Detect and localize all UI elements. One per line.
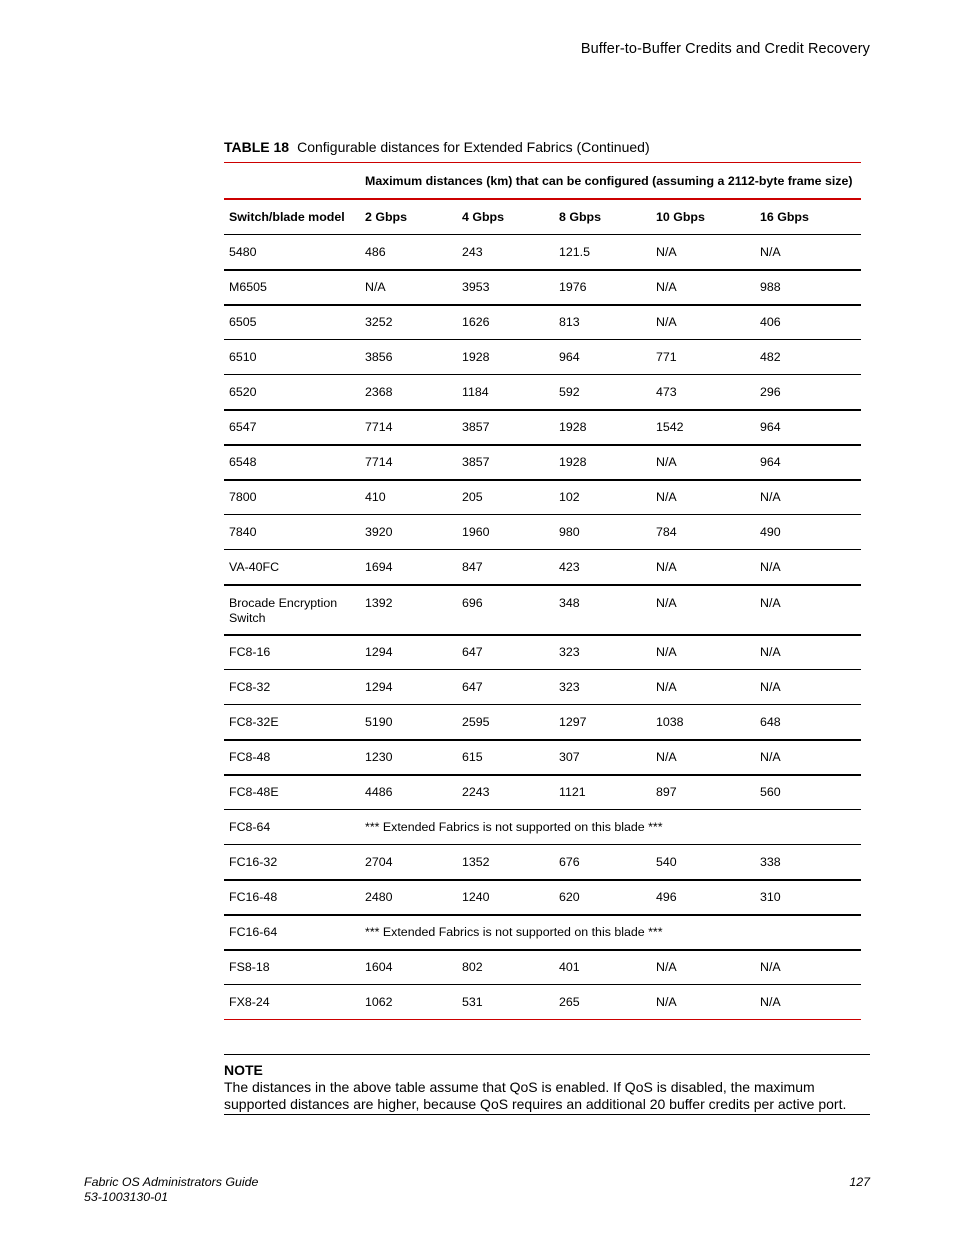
value-cell: 338 <box>755 845 861 880</box>
value-cell: 496 <box>651 880 755 915</box>
value-cell: 296 <box>755 375 861 410</box>
table-row <box>224 480 861 515</box>
value-cell: N/A <box>651 305 755 340</box>
value-cell: N/A <box>755 585 861 635</box>
table-row <box>224 950 861 985</box>
table-row <box>224 810 861 845</box>
table-row <box>224 740 861 775</box>
value-cell: N/A <box>651 235 755 270</box>
value-cell: 615 <box>457 740 554 775</box>
table-caption-label: TABLE 18 <box>224 139 290 155</box>
distances-table <box>224 162 861 1020</box>
model-cell: 6548 <box>224 445 360 480</box>
table-row <box>224 340 861 375</box>
value-cell: N/A <box>755 985 861 1020</box>
column-header: 8 Gbps <box>554 199 651 235</box>
value-cell: 1976 <box>554 270 651 305</box>
value-cell: 648 <box>755 705 861 740</box>
value-cell: N/A <box>755 740 861 775</box>
value-cell: 2368 <box>360 375 457 410</box>
value-cell: 401 <box>554 950 651 985</box>
value-cell: 531 <box>457 985 554 1020</box>
unsupported-note-cell: *** Extended Fabrics is not supported on this blade *** <box>360 810 861 845</box>
value-cell: N/A <box>651 270 755 305</box>
table-row <box>224 235 861 270</box>
value-cell: 423 <box>554 550 651 585</box>
value-cell: 1038 <box>651 705 755 740</box>
value-cell: 1928 <box>554 410 651 445</box>
value-cell: 486 <box>360 235 457 270</box>
value-cell: N/A <box>755 235 861 270</box>
model-cell: FC8-32 <box>224 670 360 705</box>
model-cell: FC8-64 <box>224 810 360 845</box>
model-cell: FC16-32 <box>224 845 360 880</box>
value-cell: 482 <box>755 340 861 375</box>
value-cell: 813 <box>554 305 651 340</box>
value-cell: N/A <box>755 635 861 670</box>
value-cell: N/A <box>651 445 755 480</box>
value-cell: 647 <box>457 635 554 670</box>
value-cell: 2704 <box>360 845 457 880</box>
value-cell: 3252 <box>360 305 457 340</box>
table-caption <box>224 139 650 155</box>
value-cell: 3857 <box>457 445 554 480</box>
value-cell: 410 <box>360 480 457 515</box>
value-cell: 307 <box>554 740 651 775</box>
model-cell: 7800 <box>224 480 360 515</box>
value-cell: 265 <box>554 985 651 1020</box>
value-cell: 980 <box>554 515 651 550</box>
table-row <box>224 705 861 740</box>
table-row <box>224 880 861 915</box>
page-number: 127 <box>849 1175 870 1189</box>
model-cell: 6505 <box>224 305 360 340</box>
value-cell: 1240 <box>457 880 554 915</box>
value-cell: 620 <box>554 880 651 915</box>
footer-doc-info <box>84 1175 258 1205</box>
model-cell: 6547 <box>224 410 360 445</box>
value-cell: 406 <box>755 305 861 340</box>
column-header: 2 Gbps <box>360 199 457 235</box>
value-cell: 676 <box>554 845 651 880</box>
column-header: 10 Gbps <box>651 199 755 235</box>
value-cell: 1960 <box>457 515 554 550</box>
running-header: Buffer-to-Buffer Credits and Credit Recovery <box>580 41 870 57</box>
value-cell: 2480 <box>360 880 457 915</box>
value-cell: 647 <box>457 670 554 705</box>
note-text: The distances in the above table assume that QoS is enabled. If QoS is disabled, the maximum supported distances are higher, because QoS requires an additional 20 buffer credits per active port. <box>224 1079 847 1112</box>
model-cell: 6510 <box>224 340 360 375</box>
value-cell: 771 <box>651 340 755 375</box>
value-cell: N/A <box>651 950 755 985</box>
table-row <box>224 585 861 635</box>
value-cell: 1542 <box>651 410 755 445</box>
value-cell: 1928 <box>457 340 554 375</box>
value-cell: N/A <box>651 585 755 635</box>
value-cell: 696 <box>457 585 554 635</box>
value-cell: 3857 <box>457 410 554 445</box>
value-cell: 1294 <box>360 670 457 705</box>
value-cell: 243 <box>457 235 554 270</box>
table-row <box>224 305 861 340</box>
value-cell: 897 <box>651 775 755 810</box>
value-cell: 964 <box>755 445 861 480</box>
value-cell: 802 <box>457 950 554 985</box>
value-cell: 102 <box>554 480 651 515</box>
column-header: 16 Gbps <box>755 199 861 235</box>
column-header: Switch/blade model <box>224 199 360 235</box>
model-cell: FX8-24 <box>224 985 360 1020</box>
value-cell: 1928 <box>554 445 651 480</box>
header-empty-cell <box>224 163 360 200</box>
value-cell: 1604 <box>360 950 457 985</box>
table-row <box>224 635 861 670</box>
value-cell: N/A <box>651 740 755 775</box>
value-cell: N/A <box>360 270 457 305</box>
value-cell: N/A <box>651 550 755 585</box>
value-cell: 1294 <box>360 635 457 670</box>
value-cell: N/A <box>651 985 755 1020</box>
value-cell: 7714 <box>360 410 457 445</box>
table-row <box>224 375 861 410</box>
footer-doc-title: Fabric OS Administrators Guide <box>84 1175 259 1189</box>
value-cell: 1626 <box>457 305 554 340</box>
value-cell: 1352 <box>457 845 554 880</box>
value-cell: 4486 <box>360 775 457 810</box>
model-cell: VA-40FC <box>224 550 360 585</box>
value-cell: N/A <box>651 635 755 670</box>
value-cell: 988 <box>755 270 861 305</box>
model-cell: FC16-48 <box>224 880 360 915</box>
value-cell: 7714 <box>360 445 457 480</box>
value-cell: N/A <box>755 480 861 515</box>
value-cell: 3953 <box>457 270 554 305</box>
table-row <box>224 550 861 585</box>
model-cell: FC8-16 <box>224 635 360 670</box>
value-cell: 1230 <box>360 740 457 775</box>
value-cell: 490 <box>755 515 861 550</box>
value-cell: N/A <box>651 670 755 705</box>
value-cell: 540 <box>651 845 755 880</box>
value-cell: 310 <box>755 880 861 915</box>
table-header-row <box>224 199 861 235</box>
value-cell: 964 <box>755 410 861 445</box>
value-cell: 5190 <box>360 705 457 740</box>
model-cell: M6505 <box>224 270 360 305</box>
model-cell: FC16-64 <box>224 915 360 950</box>
unsupported-note-cell: *** Extended Fabrics is not supported on this blade *** <box>360 915 861 950</box>
model-cell: 6520 <box>224 375 360 410</box>
value-cell: 592 <box>554 375 651 410</box>
column-header: 4 Gbps <box>457 199 554 235</box>
value-cell: 1392 <box>360 585 457 635</box>
value-cell: 847 <box>457 550 554 585</box>
value-cell: 1062 <box>360 985 457 1020</box>
value-cell: N/A <box>755 670 861 705</box>
value-cell: 2595 <box>457 705 554 740</box>
value-cell: N/A <box>651 480 755 515</box>
value-cell: 323 <box>554 670 651 705</box>
footer-doc-number: 53-1003130-01 <box>84 1190 169 1204</box>
model-cell: FS8-18 <box>224 950 360 985</box>
table-row <box>224 270 861 305</box>
model-cell: 5480 <box>224 235 360 270</box>
value-cell: N/A <box>755 550 861 585</box>
model-cell: 7840 <box>224 515 360 550</box>
value-cell: 348 <box>554 585 651 635</box>
value-cell: 784 <box>651 515 755 550</box>
table-super-header: Maximum distances (km) that can be configured (assuming a 2112-byte frame size) <box>360 163 861 200</box>
value-cell: N/A <box>755 950 861 985</box>
table-row <box>224 445 861 480</box>
value-cell: 121.5 <box>554 235 651 270</box>
value-cell: 323 <box>554 635 651 670</box>
value-cell: 3920 <box>360 515 457 550</box>
note-title: NOTE <box>224 1062 263 1078</box>
model-cell: FC8-48 <box>224 740 360 775</box>
value-cell: 2243 <box>457 775 554 810</box>
table-row <box>224 670 861 705</box>
table-row <box>224 915 861 950</box>
note-box <box>224 1054 870 1115</box>
value-cell: 964 <box>554 340 651 375</box>
table-row <box>224 985 861 1020</box>
table-caption-text: Configurable distances for Extended Fabrics (Continued) <box>297 139 650 155</box>
value-cell: 3856 <box>360 340 457 375</box>
model-cell: FC8-32E <box>224 705 360 740</box>
value-cell: 560 <box>755 775 861 810</box>
table-super-header-row <box>224 163 861 200</box>
table-row <box>224 845 861 880</box>
value-cell: 1297 <box>554 705 651 740</box>
value-cell: 1121 <box>554 775 651 810</box>
value-cell: 205 <box>457 480 554 515</box>
table-row <box>224 775 861 810</box>
value-cell: 1694 <box>360 550 457 585</box>
table-row <box>224 410 861 445</box>
table-row <box>224 515 861 550</box>
model-cell: Brocade Encryption Switch <box>224 585 360 635</box>
model-cell: FC8-48E <box>224 775 360 810</box>
value-cell: 473 <box>651 375 755 410</box>
value-cell: 1184 <box>457 375 554 410</box>
